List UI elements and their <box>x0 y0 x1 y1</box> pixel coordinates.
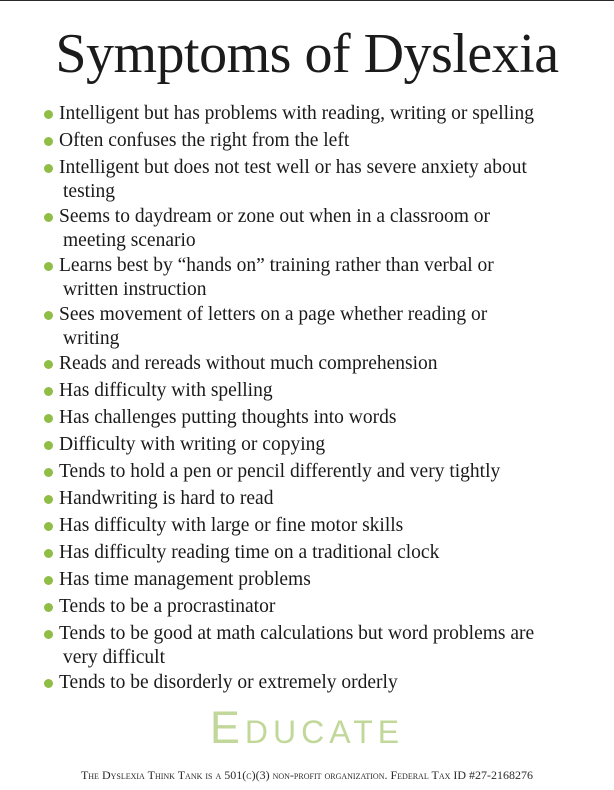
list-item <box>44 379 604 403</box>
bullet-dot-icon <box>44 603 53 612</box>
list-item <box>44 102 604 126</box>
bullet-dot-icon <box>44 164 53 173</box>
list-item-text: Tends to hold a pen or pencil differently and very tightly <box>59 461 501 482</box>
list-item <box>44 671 604 695</box>
list-item <box>44 622 604 669</box>
bullet-dot-icon <box>44 387 53 396</box>
list-item <box>44 433 604 457</box>
list-item-text: Tends to be a procrastinator <box>59 596 276 617</box>
bullet-dot-icon <box>44 213 53 222</box>
list-item-text: Handwriting is hard to read <box>59 488 274 509</box>
list-item-text: Has difficulty reading time on a traditional clock <box>59 542 440 563</box>
bullet-dot-icon <box>44 262 53 271</box>
list-item-text: Has challenges putting thoughts into words <box>59 407 397 428</box>
list-item-text: Seems to daydream or zone out when in a classroom or <box>59 206 491 227</box>
bullet-dot-icon <box>44 414 53 423</box>
list-item-text: Sees movement of letters on a page whether reading or <box>59 304 488 325</box>
symptom-list <box>44 102 604 698</box>
list-item-text: Tends to be good at math calculations but word problems are <box>59 623 535 644</box>
bullet-dot-icon <box>44 110 53 119</box>
list-item-text: Often confuses the right from the left <box>59 130 350 151</box>
list-item <box>44 129 604 153</box>
list-item <box>44 514 604 538</box>
bullet-dot-icon <box>44 630 53 639</box>
list-item <box>44 487 604 511</box>
list-item-text: Intelligent but has problems with reading, writing or spelling <box>59 103 534 124</box>
footer-note: The Dyslexia Think Tank is a 501(c)(3) non-profit organization. Federal Tax ID #27-2168276 <box>80 768 534 782</box>
list-item <box>44 303 604 350</box>
list-item <box>44 541 604 565</box>
bullet-dot-icon <box>44 522 53 531</box>
bullet-dot-icon <box>44 495 53 504</box>
list-item-text: Has difficulty with large or fine motor skills <box>59 515 404 536</box>
bullet-dot-icon <box>44 311 53 320</box>
page-title: Symptoms of Dyslexia <box>55 23 559 85</box>
list-item-continuation: written instruction <box>63 278 207 300</box>
list-item <box>44 205 604 252</box>
bullet-dot-icon <box>44 360 53 369</box>
bullet-dot-icon <box>44 441 53 450</box>
list-item <box>44 568 604 592</box>
bullet-dot-icon <box>44 137 53 146</box>
bullet-dot-icon <box>44 549 53 558</box>
list-item <box>44 460 604 484</box>
list-item-continuation: very difficult <box>63 646 165 668</box>
list-item-text: Reads and rereads without much comprehension <box>59 353 438 374</box>
bullet-dot-icon <box>44 576 53 585</box>
list-item <box>44 406 604 430</box>
bullet-dot-icon <box>44 468 53 477</box>
list-item-continuation: testing <box>63 180 115 202</box>
list-item-text: Difficulty with writing or copying <box>59 434 326 455</box>
list-item-text: Has difficulty with spelling <box>59 380 273 401</box>
list-item-text: Tends to be disorderly or extremely orderly <box>59 672 398 693</box>
top-border-line <box>0 0 614 1</box>
list-item-continuation: writing <box>63 327 120 349</box>
list-item-text: Intelligent but does not test well or has severe anxiety about <box>59 157 527 178</box>
bullet-dot-icon <box>44 679 53 688</box>
list-item-continuation: meeting scenario <box>63 229 196 251</box>
brand-logo-text: Educate <box>209 702 405 753</box>
list-item <box>44 352 604 376</box>
list-item <box>44 156 604 203</box>
list-item <box>44 254 604 301</box>
list-item-text: Has time management problems <box>59 569 311 590</box>
list-item-text: Learns best by “hands on” training rather than verbal or <box>59 255 494 276</box>
list-item <box>44 595 604 619</box>
